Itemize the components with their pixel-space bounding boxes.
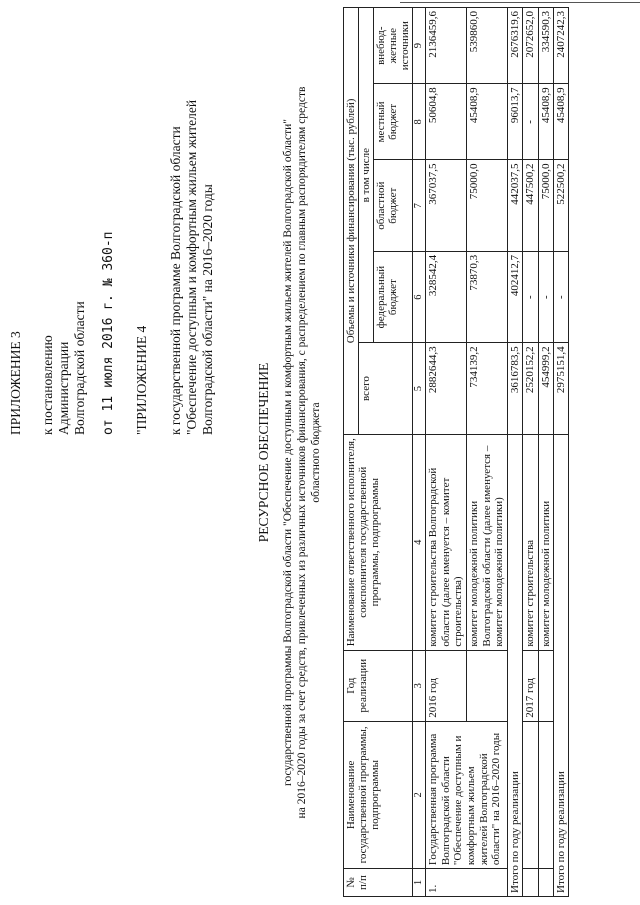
column-number-row [413,8,426,897]
row-total: 734139,2 [466,343,507,434]
row-federal: - [538,251,554,342]
row-local: 45408,9 [554,84,569,160]
row-extra: 2407242,3 [554,8,569,84]
appendix4-line3: Волгоградской области" на 2016–2020 годы [200,184,215,435]
row-executor: комитет строительства [522,434,538,650]
row-federal: 73870,3 [466,251,507,342]
appendix3-title: ПРИЛОЖЕНИЕ 3 [8,331,23,435]
col-header-regional: областной бюджет [374,160,413,251]
row-executor: комитет молодежной политики [538,434,554,650]
table-row [426,8,467,897]
subtotal-label: Итого по году реализации [507,434,522,896]
table-row [522,8,538,897]
col-number: 2 [413,721,426,868]
program-name: Государственная программа Волгоградской области "Обеспечение доступным и комфортным жильем жителей Волгоградской области" на 2016–2020 годы [426,721,508,868]
row-regional: 75000,0 [466,160,507,251]
row-local: 45408,9 [538,84,554,160]
row-extra: 2136459,6 [426,8,467,84]
row-local: 96013,7 [507,84,522,160]
row-year: 2016 год [426,650,467,721]
appendix3-line2: Администрации [56,341,71,435]
row-extra: 334590,3 [538,8,554,84]
row-local: 45408,9 [466,84,507,160]
col-header-name: Наименование государственной программы, подпрограммы [344,721,413,868]
row-total: 2975151,4 [554,343,569,434]
subtotal-label: Итого по году реализации [554,434,569,896]
col-number: 6 [413,251,426,342]
col-header-extra: внебюд-жетные источники [374,8,413,84]
row-year: 2017 год [522,650,538,721]
row-executor: комитет молодежной политики Волгоградской области (далее именуется – комитет молодежной политики) [466,434,507,650]
doc-heading: РЕСУРСНОЕ ОБЕСПЕЧЕНИЕ [256,362,271,543]
row-total: 3616783,5 [507,343,522,434]
doc-subheading-2: на 2016–2020 годы за счет средств, привлеченных из различных источников финансирования, с распределением по главным распорядителям средств [296,86,308,819]
row-federal: - [554,251,569,342]
doc-subheading-1: государственной программы Волгоградской области "Обеспечение доступным и комфортным жильем жителей Волгоградской области" [282,119,294,786]
col-number: 4 [413,434,426,650]
appendix3-line3: Волгоградской области [72,301,87,435]
row-regional: 442037,5 [507,160,522,251]
appendix3-date-number: от 11 июля 2016 г. № 360-п [101,231,116,435]
table-row-subtotal [507,8,522,897]
resource-table [343,7,569,897]
col-number: 7 [413,160,426,251]
row-total: 2520152,2 [522,343,538,434]
col-number: 3 [413,650,426,721]
row-year [466,650,507,721]
row-local: - [522,84,538,160]
row-local: 50604,8 [426,84,467,160]
col-header-federal: федеральный бюджет [374,251,413,342]
appendix3-line1: к постановлению [40,335,55,435]
row-num: 1. [426,869,508,897]
col-header-executor: Наименование ответственного исполнителя, соисполнителя государственной программы, подпрограммы [344,434,413,650]
row-federal: 328542,4 [426,251,467,342]
appendix4-title: "ПРИЛОЖЕНИЕ 4 [134,325,149,435]
row-regional: 522500,2 [554,160,569,251]
col-header-num: № п/п [344,869,413,897]
col-header-funding: Объемы и источники финансирования (тыс. рублей) [344,8,359,435]
table-row [538,8,554,897]
appendix4-line2: "Обеспечение доступным и комфортным жильем жителей [184,99,199,435]
doc-subheading-3: областного бюджета [310,402,322,503]
col-header-including: в том числе [359,8,374,343]
row-regional: 367037,5 [426,160,467,251]
col-header-local: местный бюджет [374,84,413,160]
row-extra: 2676319,6 [507,8,522,84]
row-executor: комитет строительства Волгоградской области (далее именуется – комитет строительства) [426,434,467,650]
row-total: 2882644,3 [426,343,467,434]
table-header-row [344,8,359,897]
appendix4-line1: к государственной программе Волгоградской области [168,126,183,435]
row-year [538,650,554,721]
row-total: 454999,2 [538,343,554,434]
col-header-total: всего [359,343,413,434]
row-extra: 539860,0 [466,8,507,84]
col-number: 8 [413,84,426,160]
row-federal: 402412,7 [507,251,522,342]
col-number: 5 [413,343,426,434]
row-extra: 2072652,0 [522,8,538,84]
col-header-year: Год реализации [344,650,413,721]
col-number: 9 [413,8,426,84]
row-regional: 75000,0 [538,160,554,251]
row-regional: 447500,2 [522,160,538,251]
col-number: 1 [413,869,426,897]
row-federal: - [522,251,538,342]
table-row-subtotal [554,8,569,897]
